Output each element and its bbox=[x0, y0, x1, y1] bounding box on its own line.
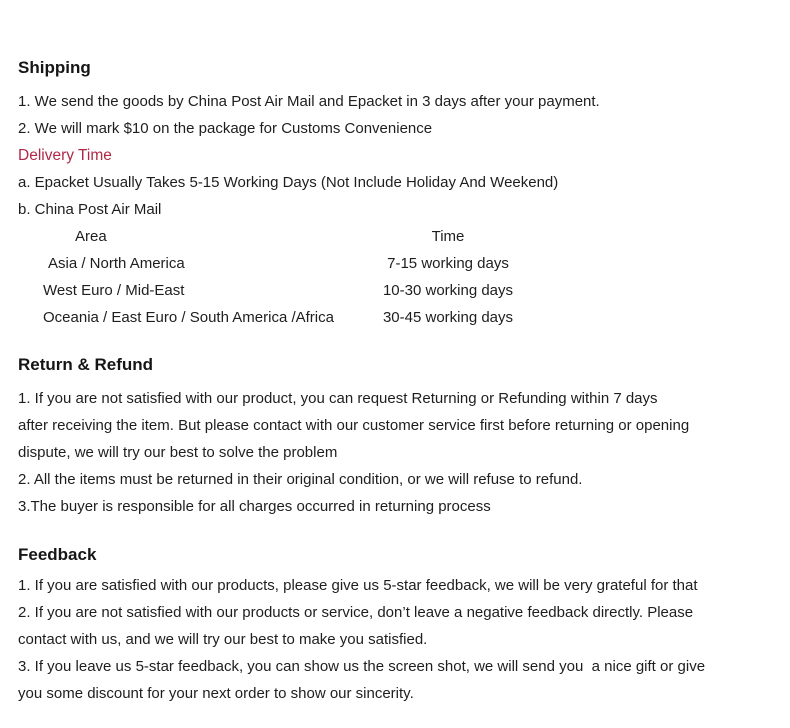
feedback-heading: Feedback bbox=[18, 545, 97, 564]
return-refund-line: dispute, we will try our best to solve the problem bbox=[18, 444, 338, 461]
delivery-time-line-b: b. China Post Air Mail bbox=[18, 201, 162, 218]
feedback-line: contact with us, and we will try our best to make you satisfied. bbox=[18, 631, 428, 648]
return-refund-line: 2. All the items must be returned in their original condition, or we will refuse to refund. bbox=[18, 471, 583, 488]
shipping-section bbox=[18, 58, 774, 331]
delivery-time-line-a: a. Epacket Usually Takes 5-15 Working Days (Not Include Holiday And Weekend) bbox=[18, 174, 559, 191]
table-row-time-cell: 30-45 working days bbox=[382, 309, 514, 326]
feedback-line: 1. If you are satisfied with our products, please give us 5-star feedback, we will be very grateful for that bbox=[18, 577, 698, 594]
shipping-heading: Shipping bbox=[18, 58, 91, 77]
table-row-area-cell: West Euro / Mid-East bbox=[43, 282, 185, 299]
table-header-time: Time bbox=[431, 228, 465, 245]
feedback-line: 2. If you are not satisfied with our products or service, don’t leave a negative feedback directly. Please bbox=[18, 604, 694, 621]
return-refund-line: after receiving the item. But please contact with our customer service first before returning or opening bbox=[18, 417, 690, 434]
feedback-section bbox=[18, 545, 774, 707]
table-row-area-cell: Oceania / East Euro / South America /Africa bbox=[43, 309, 334, 326]
return-refund-section bbox=[18, 355, 774, 520]
table-row-time-cell: 10-30 working days bbox=[382, 282, 514, 299]
return-refund-line: 1. If you are not satisfied with our product, you can request Returning or Refunding within 7 days bbox=[18, 390, 658, 407]
return-refund-heading: Return & Refund bbox=[18, 355, 154, 374]
table-row-area-cell: Asia / North America bbox=[48, 255, 185, 272]
delivery-time-heading: Delivery Time bbox=[18, 147, 112, 164]
feedback-line: you some discount for your next order to show our sincerity. bbox=[18, 685, 414, 702]
shipping-line-2: 2. We will mark $10 on the package for Customs Convenience bbox=[18, 120, 433, 137]
delivery-time-table bbox=[43, 223, 774, 331]
return-refund-line: 3.The buyer is responsible for all charges occurred in returning process bbox=[18, 498, 491, 515]
table-row-time-cell: 7-15 working days bbox=[387, 255, 509, 272]
shipping-line-1: 1. We send the goods by China Post Air Mail and Epacket in 3 days after your payment. bbox=[18, 93, 600, 110]
feedback-line: 3. If you leave us 5-star feedback, you can show us the screen shot, we will send you a nice gift or give bbox=[18, 658, 706, 675]
table-header-area: Area bbox=[75, 228, 107, 245]
